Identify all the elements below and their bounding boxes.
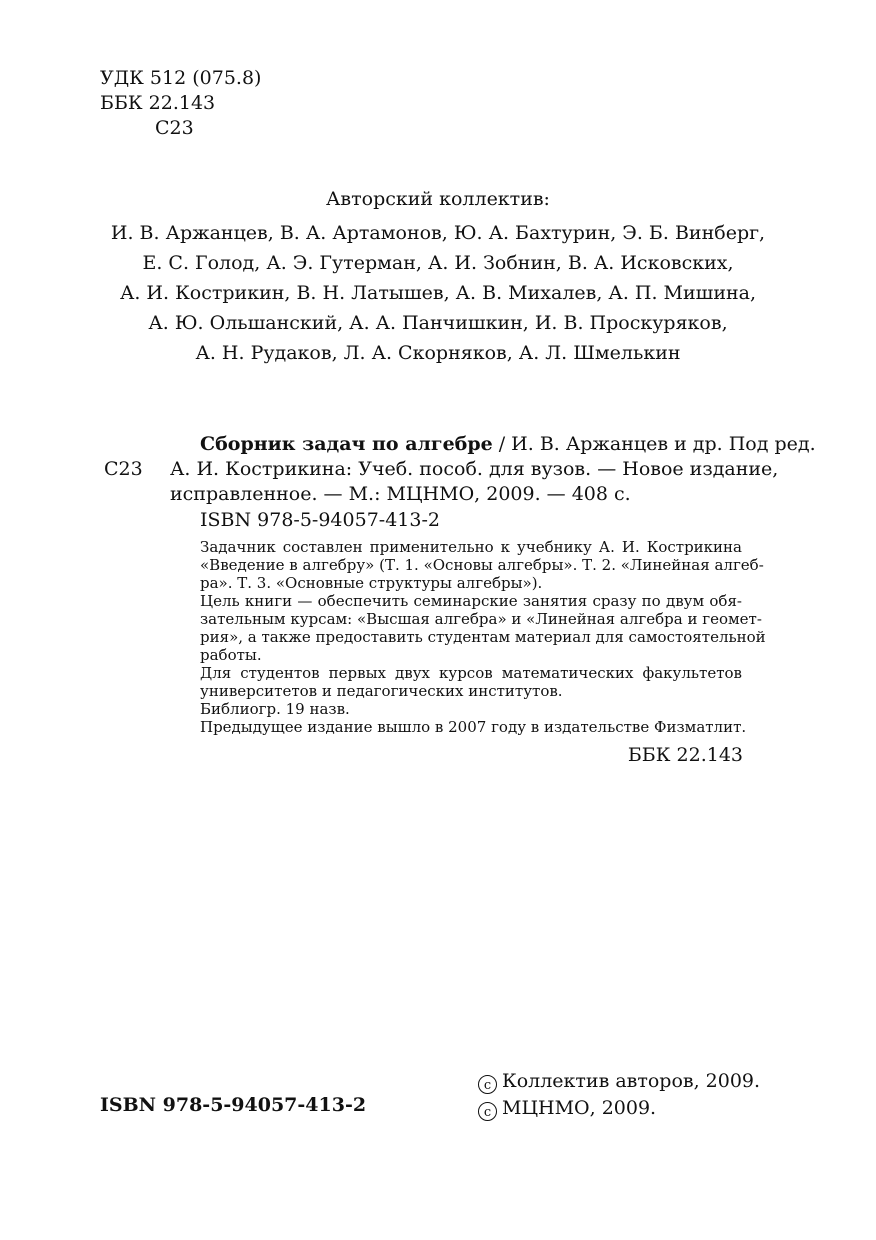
udc-code: УДК 512 (075.8) — [100, 67, 262, 89]
abstract-line: «Введение в алгебру» (Т. 1. «Основы алгебры». Т. 2. «Линейная алгеб- — [200, 556, 764, 574]
citation-block — [170, 432, 816, 507]
copyright-text: Коллектив авторов, 2009. — [502, 1070, 761, 1092]
authors-line: И. В. Аржанцев, В. А. Артамонов, Ю. А. Бахтурин, Э. Б. Винберг, — [110, 222, 766, 244]
abstract-line: работы. — [200, 646, 262, 664]
authors-block — [0, 186, 876, 368]
book-title: Сборник задач по алгебре — [200, 433, 493, 455]
abstract-line: Задачник составлен применительно к учебнику А. И. Кострикина — [200, 538, 742, 556]
abstract-line: ра». Т. 3. «Основные структуры алгебры»). — [200, 574, 543, 592]
citation-line: А. И. Кострикина: Учеб. пособ. для вузов. — Новое издание, — [170, 458, 779, 480]
authors-line: Е. С. Голод, А. Э. Гутерман, А. И. Зобнин, В. А. Исковских, — [142, 252, 734, 274]
authors-heading: Авторский коллектив: — [326, 188, 550, 210]
abstract-line: университетов и педагогических институтов. — [200, 682, 563, 700]
citation-authors: / И. В. Аржанцев и др. Под ред. — [492, 433, 816, 455]
copyright-line — [478, 1095, 760, 1122]
copyright-text: МЦНМО, 2009. — [502, 1097, 657, 1119]
authors-line: А. Ю. Ольшанский, А. А. Панчишкин, И. В. Проскуряков, — [148, 312, 728, 334]
abstract-line: рия», а также предоставить студентам материал для самостоятельной — [200, 628, 766, 646]
citation-line — [170, 432, 816, 457]
citation-isbn: ISBN 978-5-94057-413-2 — [200, 509, 440, 531]
author-mark: С23 — [155, 117, 194, 139]
abstract-line: зательным курсам: «Высшая алгебра» и «Линейная алгебра и геомет- — [200, 610, 762, 628]
bbk-code-right: ББК 22.143 — [627, 744, 743, 766]
authors-line: А. Н. Рудаков, Л. А. Скорняков, А. Л. Шмелькин — [195, 342, 681, 364]
abstract-line: Цель книги — обеспечить семинарские занятия сразу по двум обя- — [200, 592, 742, 610]
copyright-line — [478, 1068, 760, 1095]
abstract-line: Предыдущее издание вышло в 2007 году в издательстве Физматлит. — [200, 718, 747, 736]
bbk-code: ББК 22.143 — [100, 92, 216, 114]
copyright-block — [478, 1068, 760, 1122]
classification-block — [100, 66, 261, 141]
citation-code: С23 — [104, 458, 143, 480]
abstract-line: Для студентов первых двух курсов математических факультетов — [200, 664, 742, 682]
isbn-bottom: ISBN 978-5-94057-413-2 — [100, 1094, 367, 1116]
authors-line: А. И. Кострикин, В. Н. Латышев, А. В. Михалев, А. П. Мишина, — [119, 282, 757, 304]
citation-line: исправленное. — М.: МЦНМО, 2009. — 408 с. — [170, 483, 631, 505]
copyright-icon: c — [478, 1102, 497, 1121]
abstract-line: Библиогр. 19 назв. — [200, 700, 350, 718]
abstract-block — [200, 538, 766, 736]
copyright-icon: c — [478, 1075, 497, 1094]
